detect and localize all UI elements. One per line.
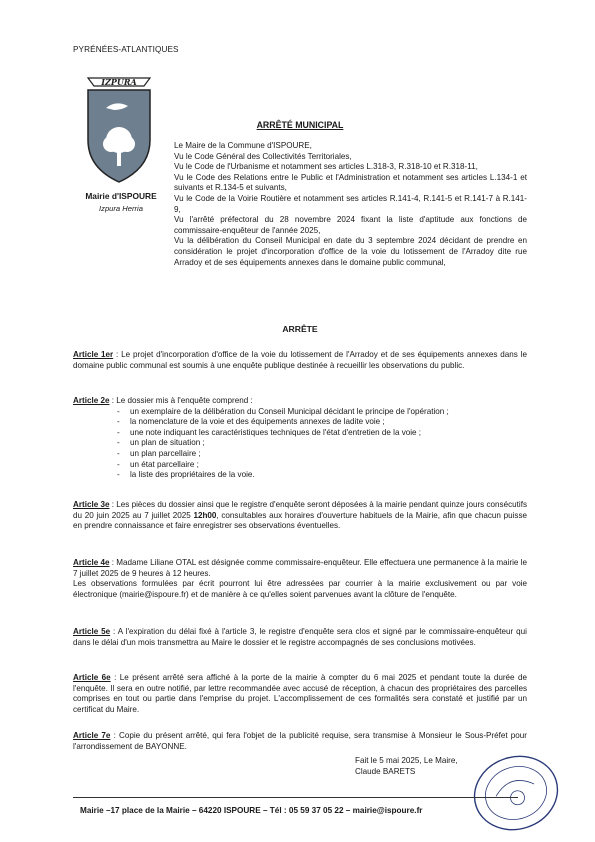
visa-line: Vu l'arrêté préfectoral du 28 novembre 2024 fixant la liste d'aptitude aux fonctions de commissaire-enquêteur de l'année 2025, [174,215,527,235]
footer-address: Mairie –17 place de la Mairie – 64220 ISPOURE – Tél : 05 59 37 05 22 – mairie@ispoure.fr [80,806,423,815]
list-item: - la liste des propriétaires de la voie. [117,470,255,480]
list-item: - une note indiquant les caractéristiques techniques de l'état d'entretien de la voie ; [117,427,422,437]
article-label: Article 5e [73,627,111,636]
article-label: Article 6e [73,673,111,682]
signature-name: Claude BARETS [355,767,416,776]
mairie-name: Mairie d'ISPOURE [85,191,157,201]
page-title: ARRÊTÉ MUNICIPAL [256,120,344,130]
article-3 [73,500,527,532]
article-label: Article 7e [73,731,111,740]
visas-block [174,141,527,268]
article-text: , consultables aux horaires d'ouverture habituels de la Mairie, afin que chacun puisse en prendre connaissance et faire enregistrer ses observations éventuelles. [73,510,527,531]
signature-date: Fait le 5 mai 2025, Le Maire, [355,756,458,765]
article-1 [73,350,527,371]
footer-divider [73,797,518,798]
article-text: : Le présent arrêté sera affiché à la porte de la mairie à compter du 6 mai 2025 et pendant toute la durée de l'enquête. Il sera en outre notifié, par lettre recommandée avec accusé de réception, à chacun des propriétaires des parcelles comprises en tout ou partie dans l'emprise du projet. L'accomplissement de ces formalités sera constaté et justifié par un certificat du Maire. [73,673,527,714]
mairie-basque-name: Izpura Herria [99,204,143,213]
article-2 [73,396,527,481]
article-text: : Copie du présent arrêté, qui fera l'objet de la publicité requise, sera transmise à Monsieur le Sous-Préfet pour l'arrondissement de BAYONNE. [73,731,527,751]
article-4 [73,558,527,600]
article-text: : Le projet d'incorporation d'office de la voie du lotissement de l'Arradoy et de ses équipements annexes dans le domaine public communal est soumis à une enquête publique destinée à recueillir les observations du public. [73,350,527,370]
list-item: - la nomenclature de la voie et des équipements annexes de ladite voie ; [117,417,385,427]
municipal-crest-logo [84,70,154,190]
article-label: Article 1er [73,350,114,359]
article-text: Les observations formulées par écrit pourront lui être adressées par courrier à la mairie exclusivement ou par voie électronique (mairie@ispoure.fr) et de manière à ce qu'elles soient parvenues avant la clôture de l'enquête. [73,579,527,599]
article-label: Article 3e [73,500,110,509]
list-item: - un plan parcellaire ; [117,448,201,458]
article-text: : Madame Liliane OTAL est désignée comme commissaire-enquêteur. Elle effectuera une permanence à la mairie le 7 juillet 2025 de 9 heures à 12 heures. [73,558,527,578]
article-label: Article 2e [73,396,110,405]
visa-line: Le Maire de la Commune d'ISPOURE, [174,141,312,150]
visa-line: Vu le Code de la Voirie Routière et notamment ses articles R.141-4, R.141-5 et R.141-7 à R.141-9, [174,193,527,214]
article-6 [73,673,527,715]
article-text-bold: 12h00 [193,510,217,520]
article-text: : Les pièces du dossier ainsi que le registre d'enquête seront déposées à la mairie pendant quinze jours consécutifs du 20 juin 2025 au 7 juillet 2025 [73,500,527,520]
article-5 [73,627,527,648]
dossier-items-list [73,407,527,481]
svg-text:IZPURA: IZPURA [101,77,137,87]
visa-line: Vu la délibération du Conseil Municipal en date du 3 septembre 2024 décidant de prendre en considération le projet d'incorporation d'office de la voie du lotissement de l'Arradoy dite rue Arradoy et de ses équipements annexes dans le domaine public communal, [174,236,527,267]
visa-line: Vu le Code de l'Urbanisme et notamment ses articles L.318-3, R.318-10 et R.318-11, [174,162,478,172]
article-7 [73,731,527,752]
visa-line: Vu le Code Général des Collectivités Territoriales, [174,151,352,161]
article-text: : Le dossier mis à l'enquête comprend : [109,396,253,405]
arrete-heading: ARRÊTE [282,324,318,334]
list-item: - un exemplaire de la délibération du Conseil Municipal décidant le principe de l'opération ; [117,406,449,416]
region-heading: PYRÉNÉES-ATLANTIQUES [73,45,179,54]
article-text: : A l'expiration du délai fixé à l'article 3, le registre d'enquête sera clos et signé par le commissaire-enquêteur qui dans le délai d'un mois transmettra au Maire le dossier et le registre accompagnés de ses conclusions motivées. [73,627,527,647]
list-item: - un plan de situation ; [117,438,205,448]
visa-line: Vu le Code des Relations entre le Public et l'Administration et notamment ses articles L.134-1 et suivants et R.134-5 et suivants, [174,172,527,193]
official-stamp [470,752,562,834]
article-label: Article 4e [73,558,110,567]
list-item: - un état parcellaire ; [117,459,199,469]
